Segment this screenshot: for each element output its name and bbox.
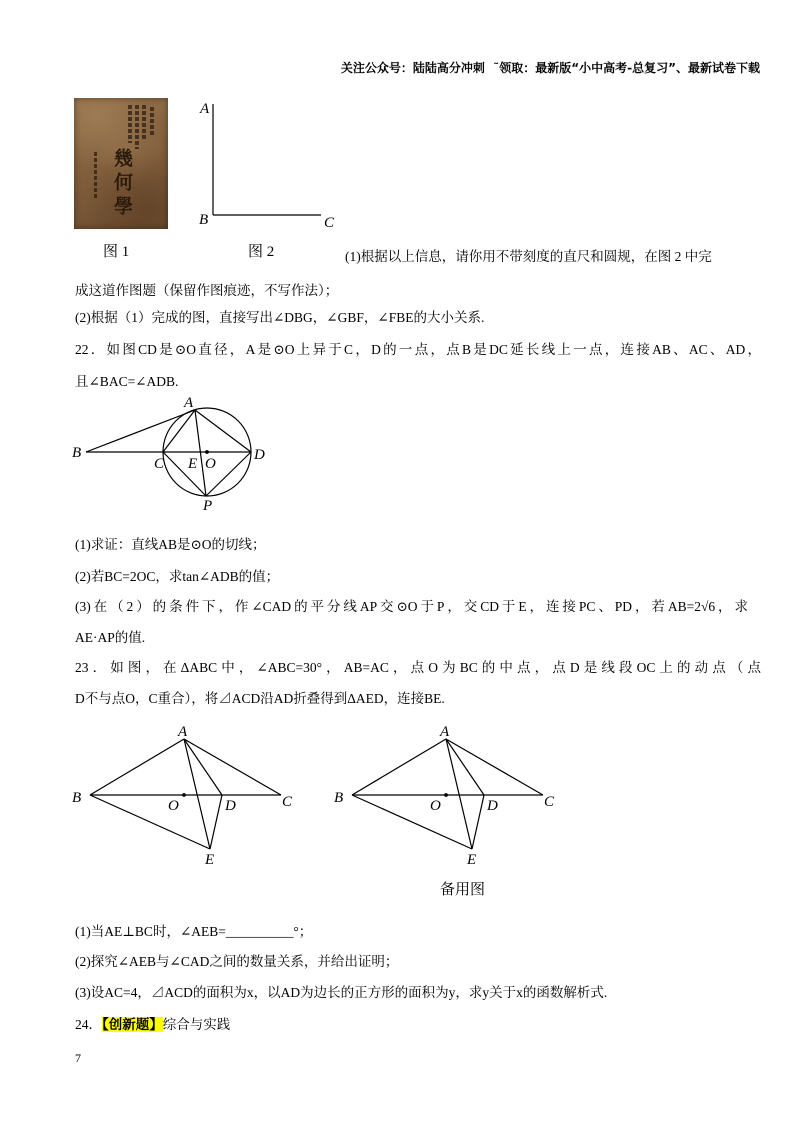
segment-cp xyxy=(163,452,206,496)
segment-be xyxy=(90,795,210,849)
point-label-b: B xyxy=(72,790,82,806)
segment-de xyxy=(472,795,484,849)
q23-stem-line2: D不与点O，C重合），将⊿ACD沿AD折叠得到ΔAED，连接BE. xyxy=(75,691,445,706)
point-label-c: C xyxy=(324,215,335,231)
book-small-text-column xyxy=(150,107,154,137)
q23-spare-triangle-figure xyxy=(334,724,555,868)
segment-ba xyxy=(86,410,195,452)
q22-part2: (2)若BC=2OC，求tan∠ADB的值； xyxy=(75,569,280,584)
segment-ac xyxy=(446,739,543,795)
point-label-e: E xyxy=(467,852,477,868)
point-label-a: A xyxy=(178,724,188,740)
segment-ae xyxy=(446,739,472,849)
q21-part1-line1: (1)根据以上信息，请你用不带刻度的直尺和圆规，在图 2 中完 xyxy=(345,249,712,264)
geometry-book-cover-image xyxy=(74,98,168,229)
q23-stem-line1: 23．如图，在ΔABC中，∠ABC=30°，AB=AC，点O为BC的中点，点D是线段OC上的动点（点 xyxy=(75,660,761,675)
q22-circle-figure xyxy=(72,395,265,514)
segment-ab xyxy=(352,739,446,795)
q21-part1-line2: 成这道作图题（保留作图痕迹，不写作法）； xyxy=(75,283,339,298)
book-small-text-column xyxy=(128,105,132,143)
point-label-a: A xyxy=(440,724,450,740)
point-label-o: O xyxy=(430,798,441,814)
point-label-a: A xyxy=(200,101,210,117)
segment-ac xyxy=(184,739,281,795)
midpoint-dot-o xyxy=(182,793,186,797)
page-header: 关注公众号：陆陆高分冲刺 ˜领取：最新版“小中高考-总复习”、最新试卷下载 xyxy=(340,61,760,75)
segment-ad xyxy=(446,739,484,795)
point-label-e: E xyxy=(205,852,215,868)
point-label-a: A xyxy=(184,395,194,411)
q23-part3: (3)设AC=4，⊿ACD的面积为x，以AD为边长的正方形的面积为y，求y关于x的函数解析式. xyxy=(75,985,608,1000)
q22-stem-line2: 且∠BAC=∠ADB. xyxy=(75,374,179,389)
q22-stem-line1: 22．如图CD是⊙O直径，A是⊙O上异于C，D的一点，点B是DC延长线上一点，连接AB、AC、AD， xyxy=(75,342,761,357)
segment-ad xyxy=(184,739,222,795)
q23-part1: (1)当AE⊥BC时，∠AEB=__________°； xyxy=(75,924,313,939)
point-label-d: D xyxy=(487,798,498,814)
point-label-o: O xyxy=(168,798,179,814)
segment-ac xyxy=(163,410,195,452)
point-label-o: O xyxy=(205,456,216,472)
point-label-b: B xyxy=(199,212,209,228)
figure-2-caption: 图 2 xyxy=(248,244,275,260)
midpoint-dot-o xyxy=(444,793,448,797)
figure-1-caption: 图 1 xyxy=(103,244,130,260)
book-small-text-column xyxy=(142,105,146,141)
spare-figure-caption: 备用图 xyxy=(440,882,486,898)
segment-dp xyxy=(206,452,251,496)
book-small-text-column xyxy=(135,105,139,149)
q24-heading xyxy=(75,1016,230,1034)
figure-2-right-angle xyxy=(199,101,335,231)
book-title: 幾何學 xyxy=(111,148,133,220)
point-label-c: C xyxy=(282,794,293,810)
point-label-e: E xyxy=(188,456,198,472)
q23-part2: (2)探究∠AEB与∠CAD之间的数量关系，并给出证明； xyxy=(75,954,399,969)
center-dot-o xyxy=(205,450,209,454)
q22-part3-line1: (3)在（2）的条件下，作∠CAD的平分线AP交⊙O于P，交CD于E，连接PC、PD，若AB=2√6，求 xyxy=(75,599,748,614)
page-number: 7 xyxy=(75,1051,81,1065)
point-label-b: B xyxy=(334,790,344,806)
q24-number: 24． xyxy=(75,1017,102,1032)
segment-be xyxy=(352,795,472,849)
segment-ab xyxy=(90,739,184,795)
segment-ae xyxy=(184,739,210,849)
q22-part3-line2: AE·AP的值. xyxy=(75,630,146,645)
point-label-d: D xyxy=(225,798,236,814)
q24-innovation-tag: 【创新题】 xyxy=(102,1017,163,1032)
point-label-c: C xyxy=(544,794,555,810)
book-small-text-column xyxy=(94,152,97,200)
point-label-d: D xyxy=(254,447,265,463)
q24-title: 综合与实践 xyxy=(162,1017,231,1032)
point-label-c: C xyxy=(154,456,165,472)
segment-ad xyxy=(195,410,251,452)
q21-part2: (2)根据（1）完成的图，直接写出∠DBG，∠GBF，∠FBE的大小关系. xyxy=(75,310,485,325)
point-label-p: P xyxy=(203,498,213,514)
segment-ap xyxy=(195,410,206,496)
q22-part1: (1)求证：直线AB是⊙O的切线； xyxy=(75,537,266,552)
q23-triangle-figure xyxy=(72,724,293,868)
point-label-b: B xyxy=(72,445,82,461)
segment-de xyxy=(210,795,222,849)
circle-o xyxy=(163,408,251,496)
